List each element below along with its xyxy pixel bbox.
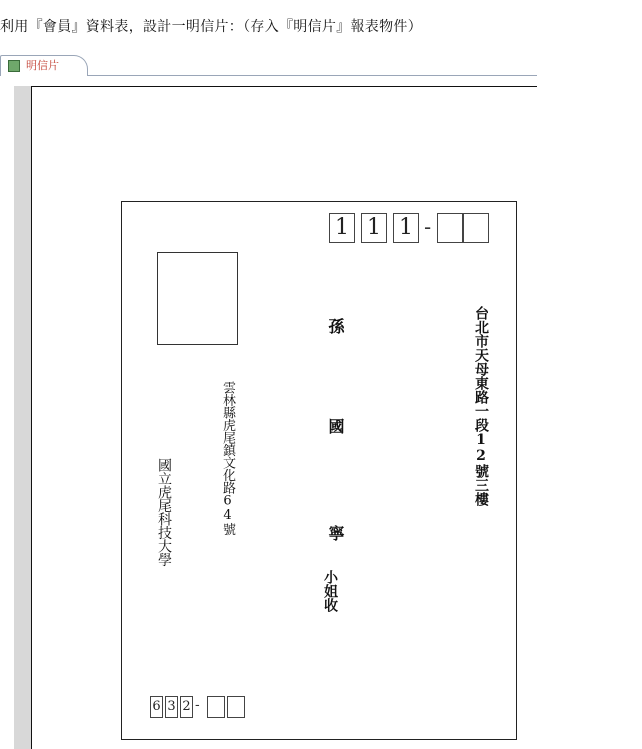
- sender-zip-digit: [227, 696, 245, 718]
- report-icon: [8, 60, 20, 72]
- sender-name: 國立虎尾科技大學: [156, 458, 172, 566]
- recipient-name-char: 國: [326, 418, 345, 434]
- sender-zip-digit: [207, 696, 225, 718]
- sender-zip-digit: 2: [180, 696, 193, 718]
- instruction-text: 利用『會員』資料表，設計一明信片：（存入『明信片』報表物件）: [0, 19, 422, 35]
- tab-label: 明信片: [26, 59, 59, 72]
- recipient-zip-digit: 1: [393, 213, 419, 243]
- recipient-address: 台北市天母東路一段12號三樓: [473, 306, 489, 506]
- recipient-name-char: 寧: [326, 525, 345, 541]
- page-margin-gutter: [14, 86, 31, 749]
- recipient-title: 小姐收: [322, 570, 338, 612]
- document-tab-bar: [0, 55, 537, 76]
- sender-zip-digit: 6: [150, 696, 163, 718]
- recipient-zip-digit: 1: [329, 213, 355, 243]
- sender-address: 雲林縣虎尾鎮文化路64號: [220, 381, 235, 535]
- recipient-zip-digit: [463, 213, 489, 243]
- recipient-zip-separator: -: [424, 215, 432, 239]
- sender-zip-digit: 3: [165, 696, 178, 718]
- recipient-zip-digit: 1: [361, 213, 387, 243]
- recipient-name-char: 孫: [326, 318, 345, 334]
- stamp-box: [157, 252, 238, 345]
- recipient-zip-digit: [437, 213, 463, 243]
- sender-zip-separator: -: [195, 698, 200, 713]
- tab-postcard-report[interactable]: [0, 55, 88, 76]
